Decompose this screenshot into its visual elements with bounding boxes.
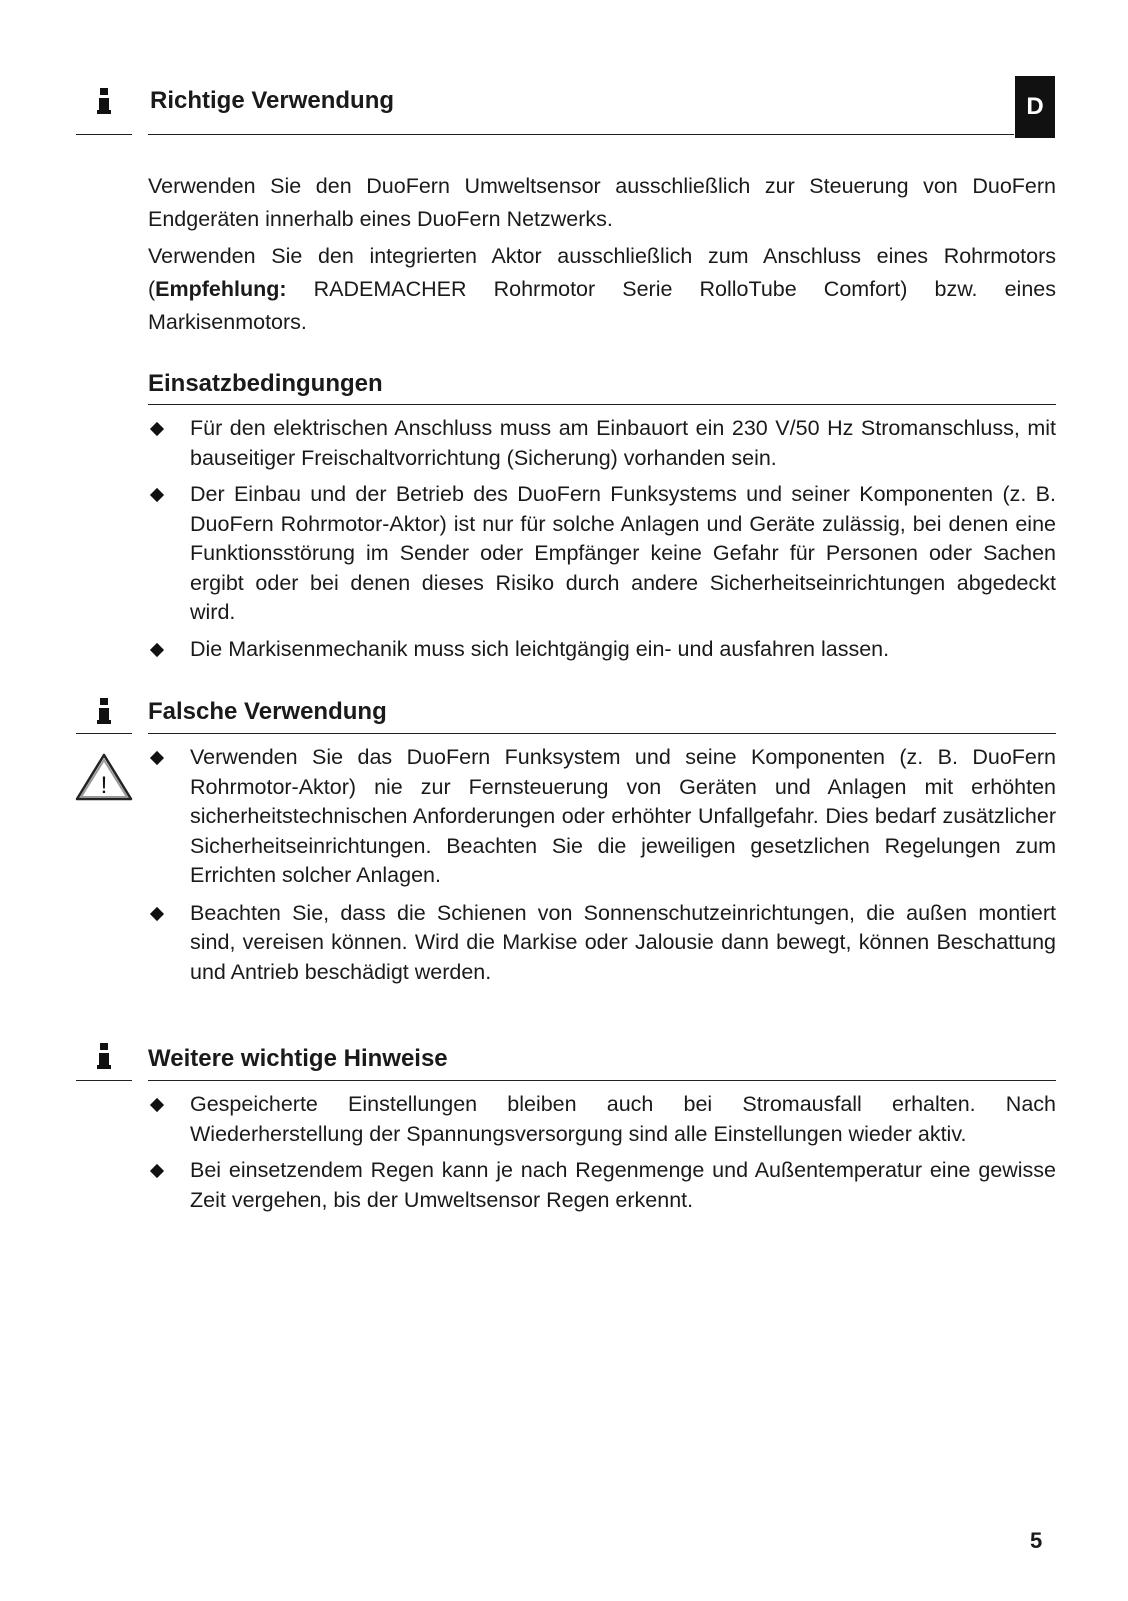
list-item: Gespeicherte Einstellungen bleiben auch bei Stromausfall erhalten. Nach Wiederherstellung der Spannungsversorgung sind alle Einstellungen wieder aktiv.: [148, 1090, 1056, 1149]
paragraph-usage-1: Verwenden Sie den DuoFern Umweltsensor ausschließlich zur Steuerung von DuoFern Endgeräten innerhalb eines DuoFern Netzwerks.: [148, 174, 1056, 231]
language-tab: D: [1015, 76, 1055, 138]
list-item: Für den elektrischen Anschluss muss am Einbauort ein 230 V/50 Hz Stromanschluss, mit bauseitiger Freischaltvorrichtung (Sicherung) vorhanden sein.: [148, 414, 1056, 473]
left-rule: [76, 134, 132, 135]
heading-rule: [148, 1080, 1056, 1081]
paragraph-usage-2: Verwenden Sie den integrierten Aktor ausschließlich zum Anschluss eines Rohrmotors (Empfehlung: RADEMACHER Rohrmotor Serie RolloTube Comfort) bzw. eines Markisenmotors.: [148, 244, 1056, 334]
emphasis-empfehlung: Empfehlung:: [155, 277, 287, 301]
falsche-list: [148, 743, 1056, 987]
list-item: Beachten Sie, dass die Schienen von Sonnenschutzeinrichtungen, die außen montiert sind, vereisen können. Wird die Markise oder Jalousie dann bewegt, können Beschattung und Antrieb beschädigt werden.: [148, 899, 1056, 988]
left-rule: [76, 733, 132, 734]
list-item: Verwenden Sie das DuoFern Funksystem und seine Komponenten (z. B. DuoFern Rohrmotor-Aktor) nie zur Fernsteuerung von Geräten und Anlagen mit erhöhten sicherheitstechnischen Anforderungen oder erhöhter Unfallgefahr. Dies bedarf zusätzlicher Sicherheitseinrichtungen. Beachten Sie die jeweiligen gesetzlichen Regelungen zum Errichten solcher Anlagen.: [148, 743, 1056, 891]
diamond-bullet-icon: [150, 488, 164, 502]
diamond-bullet-icon: [150, 422, 164, 436]
heading-falsche-verwendung: Falsche Verwendung: [148, 698, 387, 725]
diamond-bullet-icon: [150, 1164, 164, 1178]
heading-rule: [148, 733, 1056, 734]
diamond-bullet-icon: [150, 642, 164, 656]
list-item: Der Einbau und der Betrieb des DuoFern Funksystems und seiner Komponenten (z. B. DuoFern Rohrmotor-Aktor) ist nur für solche Anlagen und Geräte zulässig, bei denen eine Funktionsstörung im Sender oder Empfänger keine Gefahr für Personen oder Sachen ergibt oder bei denen dieses Risiko durch andere Sicherheitseinrichtungen abgedeckt wird.: [148, 480, 1056, 628]
heading-richtige-verwendung: Richtige Verwendung: [150, 87, 395, 114]
heading-weitere-hinweise: Weitere wichtige Hinweise: [148, 1045, 448, 1072]
einsatz-list: [148, 414, 1056, 664]
info-icon: [97, 88, 111, 120]
list-item: Bei einsetzendem Regen kann je nach Regenmenge und Außentemperatur eine gewisse Zeit vergehen, bis der Umweltsensor Regen erkennt.: [148, 1156, 1056, 1215]
diamond-bullet-icon: [150, 1098, 164, 1112]
weitere-list: [148, 1090, 1056, 1215]
heading-rule: [148, 134, 1014, 135]
svg-text:!: !: [100, 772, 108, 799]
info-icon: [97, 1043, 111, 1075]
heading-rule: [148, 404, 1056, 405]
info-icon: [97, 698, 111, 730]
list-item: Die Markisenmechanik muss sich leichtgängig ein- und ausfahren lassen.: [148, 635, 1056, 665]
diamond-bullet-icon: [150, 751, 164, 765]
left-rule: [76, 1080, 132, 1081]
diamond-bullet-icon: [150, 906, 164, 920]
warning-triangle-icon: [74, 752, 134, 802]
page-number: 5: [1030, 1528, 1043, 1553]
heading-einsatzbedingungen: Einsatzbedingungen: [148, 370, 383, 397]
